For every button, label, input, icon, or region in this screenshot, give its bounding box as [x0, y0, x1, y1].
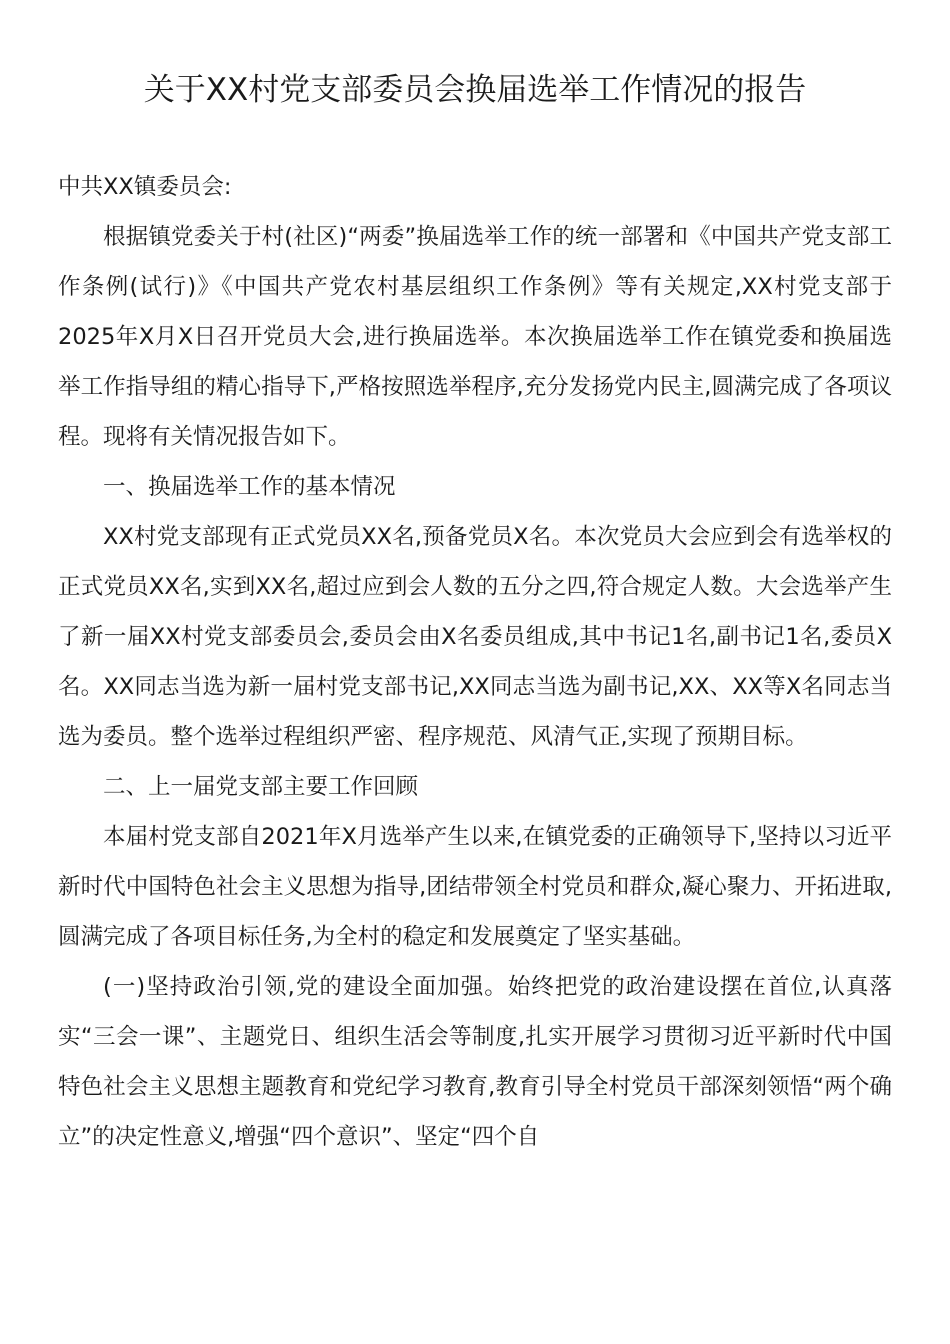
paragraph-political-leadership: (一)坚持政治引领,党的建设全面加强。始终把党的政治建设摆在首位,认真落实“三会一课”、主题党日、组织生活会等制度,扎实开展学习贯彻习近平新时代中国特色社会主义思想主题教育和党纪学习教育,教育引导全村党员干部深刻领悟“两个确立”的决定性意义,增强“四个意识”、坚定“四个自 [58, 974, 892, 1150]
salutation: 中共XX镇委员会: [58, 174, 232, 200]
paragraph-work-review: 本届村党支部自2021年X月选举产生以来,在镇党委的正确领导下,坚持以习近平新时代中国特色社会主义思想为指导,团结带领全村党员和群众,凝心聚力、开拓进取,圆满完成了各项目标任务,为全村的稳定和发展奠定了坚实基础。 [58, 824, 892, 950]
section-heading-2: 二、上一届党支部主要工作回顾 [103, 774, 419, 800]
paragraph-intro: 根据镇党委关于村(社区)“两委”换届选举工作的统一部署和《中国共产党支部工作条例(试行)》《中国共产党农村基层组织工作条例》等有关规定,XX村党支部于2025年X月X日召开党员大会,进行换届选举。本次换届选举工作在镇党委和换届选举工作指导组的精心指导下,严格按照选举程序,充分发扬党内民主,圆满完成了各项议程。现将有关情况报告如下。 [58, 224, 892, 450]
document-title: 关于XX村党支部委员会换届选举工作情况的报告 [143, 72, 807, 108]
paragraph-basic-situation: XX村党支部现有正式党员XX名,预备党员X名。本次党员大会应到会有选举权的正式党员XX名,实到XX名,超过应到会人数的五分之四,符合规定人数。大会选举产生了新一届XX村党支部委员会,委员会由X名委员组成,其中书记1名,副书记1名,委员X名。XX同志当选为新一届村党支部书记,XX同志当选为副书记,XX、XX等X名同志当选为委员。整个选举过程组织严密、程序规范、风清气正,实现了预期目标。 [58, 524, 892, 750]
section-heading-1: 一、换届选举工作的基本情况 [103, 474, 396, 500]
